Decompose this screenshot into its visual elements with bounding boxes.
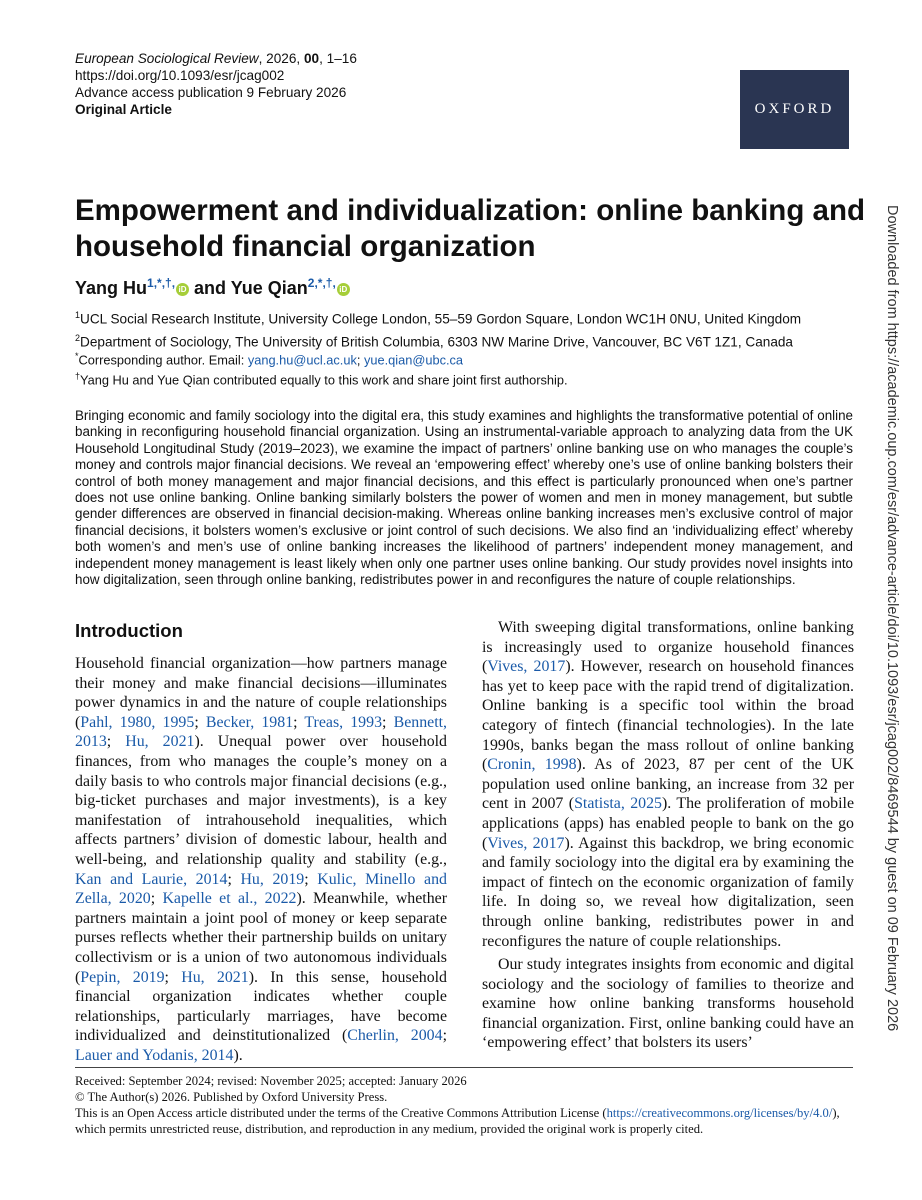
license-text: This is an Open Access article distributed under the terms of the Creative Commons Attribution License ( <box>75 1106 607 1120</box>
author-list <box>75 276 350 299</box>
citation-link[interactable]: Statista, 2025 <box>574 795 662 813</box>
orcid-icon[interactable]: iD <box>337 283 350 296</box>
license-text: ), which permits unrestricted reuse, distribution, and reproduction in any medium, provided the original work is properly cited. <box>75 1106 840 1136</box>
journal-header <box>75 50 357 118</box>
intro-paragraph: Our study integrates insights from economic and digital sociology and the sociology of families to theorize and examine how online banking transforms household financial organization. First, online banking could have an ‘empowering effect’ that bolsters its users’ <box>482 956 854 1052</box>
journal-name: European Sociological Review <box>75 51 259 66</box>
citation-link[interactable]: Treas, 1993 <box>304 713 383 731</box>
note-mark: * <box>75 351 79 361</box>
section-heading: Introduction <box>75 620 183 641</box>
text-run: ; <box>442 1027 447 1045</box>
publication-dates: Received: September 2024; revised: November 2025; accepted: January 2026 <box>75 1074 467 1088</box>
citation-link[interactable]: Kulic, Minello and Zella, 2020 <box>75 870 447 908</box>
author-affil-marks[interactable]: 1,*,†, <box>147 276 176 290</box>
text-run: ; <box>304 870 318 888</box>
citation-link[interactable]: Bennett, 2013 <box>75 713 447 751</box>
author-affil-marks[interactable]: 2,*,†, <box>307 276 336 290</box>
journal-citation <box>75 50 357 67</box>
author-name[interactable]: Yang Hu <box>75 278 148 298</box>
author-notes <box>75 348 568 389</box>
article-footer <box>75 1073 853 1137</box>
citation-link[interactable]: Hu, 2021 <box>125 733 195 751</box>
citation-link[interactable]: Becker, 1981 <box>205 713 294 731</box>
copyright-line: © The Author(s) 2026. Published by Oxford University Press. <box>75 1090 388 1104</box>
text-run: ). Unequal power over household finances, from who manages the couple’s money on a daily basis to who controls major financial decisions (e.g., big-ticket purchases and major investments), is a key manifestation of intrahousehold inequalities, which affects partners’ division of domestic labour, health and well-being, and relationship quality and stability (e.g., <box>75 733 447 868</box>
affiliation-text: UCL Social Research Institute, University College London, 55–59 Gordon Square, London WC1H 0NU, United Kingdom <box>80 311 802 327</box>
email-link[interactable]: yang.hu@ucl.ac.uk <box>247 352 357 368</box>
note-mark: † <box>75 371 81 382</box>
author-name[interactable]: Yue Qian <box>230 278 308 298</box>
affiliation-number: 2 <box>75 332 81 343</box>
citation-link[interactable]: Kapelle et al., 2022 <box>162 890 297 908</box>
text-run: ). <box>233 1046 243 1064</box>
text-run: With sweeping digital transformations, online banking is increasingly used to organize household finances ( <box>482 619 854 676</box>
orcid-icon[interactable]: iD <box>176 283 189 296</box>
citation-link[interactable]: Pahl, 1980, 1995 <box>80 713 195 731</box>
download-watermark: Downloaded from https://academic.oup.com/esr/advance-article/doi/10.1093/esr/jcag002/8469544 by guest on 09 February 2026 <box>884 205 900 1032</box>
citation-link[interactable]: Hu, 2019 <box>240 870 305 888</box>
citation-link[interactable]: Vives, 2017 <box>487 834 565 852</box>
text-run: ). In this sense, household financial organization indicates whether couple relationships, particularly marriages, have become individualized and deinstitutionalized ( <box>75 968 447 1045</box>
text-run: ; <box>227 870 241 888</box>
text-run: Household financial organization—how partners manage their money and make financial decisions—illuminates power dynamics in and the nature of couple relationships ( <box>75 655 447 731</box>
citation-year: , 2026, <box>258 51 304 66</box>
text-run: ; <box>106 733 126 751</box>
citation-pages: , 1–16 <box>319 51 357 66</box>
access-date: Advance access publication 9 February 2026 <box>75 85 347 100</box>
intro-paragraph <box>482 618 854 951</box>
text-run: ). The proliferation of mobile applications (apps) has enabled people to bank on the go ( <box>482 795 855 852</box>
affiliation-number: 1 <box>75 310 81 320</box>
license-link[interactable]: https://creativecommons.org/licenses/by/4.0/ <box>606 1106 833 1120</box>
text-run: ; <box>164 968 182 986</box>
text-run: ). As of 2023, 87 per cent of the UK population used online banking, an increase from 32 per cent in 2007 ( <box>482 756 854 813</box>
email-link[interactable]: yue.qian@ubc.ca <box>363 352 464 368</box>
license-statement <box>75 1105 853 1137</box>
body-column-left <box>75 618 447 1065</box>
abstract: Bringing economic and family sociology into the digital era, this study examines and highlights the transformative potential of online banking in reconfiguring household financial organization. Using an instrumental-variable approach to analyzing data from the UK Household Longitudinal Study (2019–2023), we examine the impact of partners’ online banking use on who manages the couple’s money and controls major financial decisions. We reveal an ‘empowering effect’ whereby one’s use of online banking bolsters their control of both money management and major financial decisions, and this effect is particularly pronounced when one’s partner does not use online banking. Online banking similarly bolsters the power of women and men in money management, but subtle gender differences are observed in financial decision-making. Whereas online banking increases men’s exclusive control of major financial decisions, it bolsters women’s exclusive or joint control of such decisions. We also find an ‘individualizing effect’ whereby both women’s and men’s use of online banking increases the likelihood of partners’ independent money management, and independent money management is least likely when only one partner uses online banking. Our study provides novel insights into how digitalization, seen through online banking, redistributes power in and reconfigures the nature of couple relationships. <box>75 408 853 588</box>
corresponding-note <box>75 348 568 368</box>
text-run: ). Meanwhile, whether partners maintain a joint pool of money or keep separate purses reflects whether their partnership builds on unitary collectivism or is a union of two autonomous individuals ( <box>75 890 447 986</box>
author-connector: and <box>189 278 231 298</box>
note-sep: ; <box>356 352 364 368</box>
intro-paragraph <box>75 654 447 1065</box>
text-run: ). Against this backdrop, we bring economic and family sociology into the digital era by examining the impact of fintech on the economic organization of family life. In doing so, we reveal how digitalization, seen through online banking, redistributes power in and reconfigures the nature of couple relationships. <box>482 834 854 950</box>
text-run: ). However, research on household finances has yet to keep pace with the rapid trend of digitalization. Online banking is a specific tool within the broad category of fintech (financial technologies). In the late 1990s, banks began the mass rollout of online banking ( <box>482 658 854 774</box>
oxford-logo: OXFORD <box>740 70 849 149</box>
note-label: Corresponding author. Email: <box>78 352 248 368</box>
text-run: ; <box>194 713 206 731</box>
citation-link[interactable]: Lauer and Yodanis, 2014 <box>75 1046 234 1064</box>
citation-link[interactable]: Pepin, 2019 <box>80 968 165 986</box>
citation-link[interactable]: Cherlin, 2004 <box>347 1027 443 1045</box>
body-column-right <box>482 618 854 1053</box>
affiliation-text: Department of Sociology, The University of British Columbia, 6303 NW Marine Drive, Vancouver, BC V6T 1Z1, Canada <box>80 334 793 350</box>
citation-link[interactable]: Vives, 2017 <box>487 658 566 676</box>
citation-link[interactable]: Kan and Laurie, 2014 <box>75 870 228 888</box>
article-type: Original Article <box>75 102 172 117</box>
article-title: Empowerment and individualization: online banking and household financial organization <box>75 194 865 263</box>
text-run: ; <box>150 890 163 908</box>
text-run: ; <box>382 713 394 731</box>
affiliations <box>75 306 801 351</box>
text-run: ; <box>293 713 305 731</box>
equal-contribution-note <box>75 368 568 388</box>
footer-divider <box>75 1067 853 1068</box>
doi-link[interactable]: https://doi.org/10.1093/esr/jcag002 <box>75 68 285 83</box>
note-text: Yang Hu and Yue Qian contributed equally to this work and share joint first authorship. <box>80 372 568 388</box>
citation-link[interactable]: Hu, 2021 <box>181 968 249 986</box>
citation-volume: 00 <box>303 51 320 66</box>
affiliation-item <box>75 306 801 329</box>
citation-link[interactable]: Cronin, 1998 <box>487 756 577 774</box>
